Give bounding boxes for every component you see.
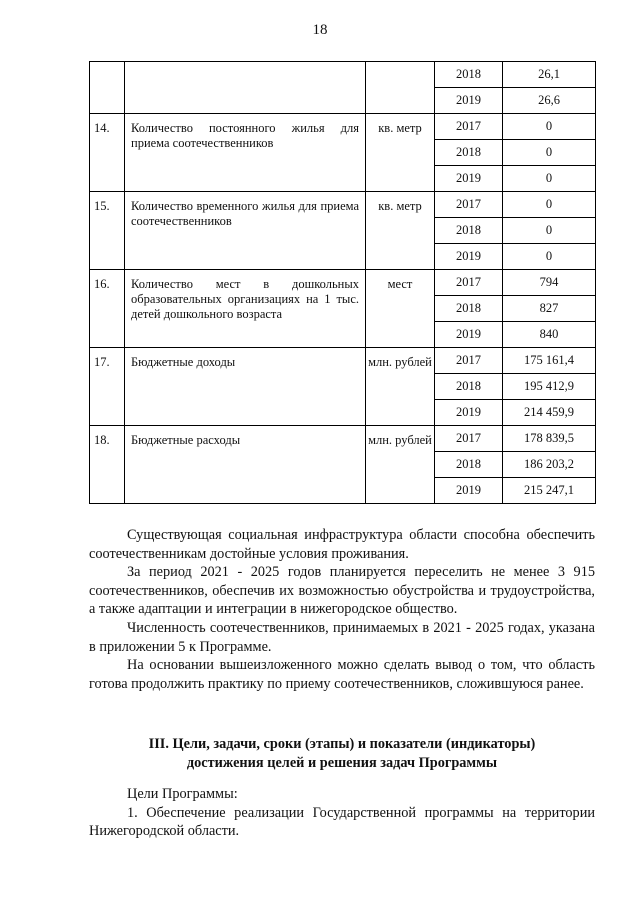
- row-number: 16.: [90, 270, 125, 348]
- value-cell: 827: [503, 296, 596, 322]
- row-number: 15.: [90, 192, 125, 270]
- year-cell: 2019: [435, 244, 503, 270]
- unit-of-measure: мест: [366, 270, 435, 348]
- year-cell: 2018: [435, 218, 503, 244]
- value-cell: 0: [503, 218, 596, 244]
- paragraph: На основании вышеизложенного можно сделать вывод о том, что область готова продолжить практику по приему соотечественников, сложившуюся ранее.: [89, 657, 595, 692]
- year-cell: 2019: [435, 88, 503, 114]
- table-row: [90, 192, 596, 218]
- value-cell: 215 247,1: [503, 478, 596, 504]
- paragraph: Численность соотечественников, принимаемых в 2021 - 2025 годах, указана в приложении 5 к Программе.: [89, 619, 595, 655]
- indicator-name: Количество постоянного жилья для приема соотечественников: [125, 114, 366, 192]
- goal-item: 1. Обеспечение реализации Государственной программы на территории Нижегородской области.: [89, 804, 595, 840]
- year-cell: 2018: [435, 140, 503, 166]
- year-cell: 2019: [435, 478, 503, 504]
- paragraph: За период 2021 - 2025 годов планируется переселить не менее 3 915 соотечественников, обеспечив их возможностью обустройства и трудоустройства, а также адаптации и интеграции в нижегородское общество.: [89, 564, 595, 618]
- value-cell: 0: [503, 192, 596, 218]
- value-cell: 175 161,4: [503, 348, 596, 374]
- indicator-name: Бюджетные доходы: [125, 348, 366, 426]
- indicators-table: [89, 61, 596, 504]
- value-cell: 0: [503, 114, 596, 140]
- value-cell: 840: [503, 322, 596, 348]
- section-heading: [89, 735, 595, 772]
- year-cell: 2018: [435, 296, 503, 322]
- unit-of-measure: кв. метр: [366, 114, 435, 192]
- year-cell: 2017: [435, 426, 503, 452]
- value-cell: 195 412,9: [503, 374, 596, 400]
- value-cell: 0: [503, 244, 596, 270]
- indicator-name: [125, 62, 366, 114]
- goals-section: [89, 785, 595, 841]
- body-text: [89, 526, 595, 693]
- value-cell: 0: [503, 140, 596, 166]
- table-row: [90, 114, 596, 140]
- value-cell: 186 203,2: [503, 452, 596, 478]
- year-cell: 2017: [435, 270, 503, 296]
- indicator-name: Бюджетные расходы: [125, 426, 366, 504]
- indicator-name: Количество мест в дошкольных образовательных организациях на 1 тыс. детей дошкольного возраста: [125, 270, 366, 348]
- row-number: 14.: [90, 114, 125, 192]
- year-cell: 2018: [435, 62, 503, 88]
- value-cell: 26,6: [503, 88, 596, 114]
- unit-of-measure: кв. метр: [366, 192, 435, 270]
- indicator-name: Количество временного жилья для приема соотечественников: [125, 192, 366, 270]
- value-cell: 794: [503, 270, 596, 296]
- section-heading-line-2: достижения целей и решения задач Программы: [186, 754, 498, 771]
- year-cell: 2019: [435, 166, 503, 192]
- unit-of-measure: млн. рублей: [366, 426, 435, 504]
- year-cell: 2017: [435, 192, 503, 218]
- table-row: [90, 348, 596, 374]
- section-heading-line-1: III. Цели, задачи, сроки (этапы) и показатели (индикаторы): [148, 736, 536, 752]
- value-cell: 26,1: [503, 62, 596, 88]
- value-cell: 178 839,5: [503, 426, 596, 452]
- unit-of-measure: [366, 62, 435, 114]
- table-row: [90, 426, 596, 452]
- value-cell: 0: [503, 166, 596, 192]
- table-row: [90, 270, 596, 296]
- row-number: 17.: [90, 348, 125, 426]
- year-cell: 2019: [435, 322, 503, 348]
- row-number: [90, 62, 125, 114]
- year-cell: 2017: [435, 114, 503, 140]
- unit-of-measure: млн. рублей: [366, 348, 435, 426]
- year-cell: 2018: [435, 374, 503, 400]
- page-number: 18: [312, 22, 328, 38]
- paragraph: Существующая социальная инфраструктура области способна обеспечить соотечественникам достойные условия проживания.: [89, 527, 595, 562]
- value-cell: 214 459,9: [503, 400, 596, 426]
- table-row: [90, 62, 596, 88]
- year-cell: 2019: [435, 400, 503, 426]
- row-number: 18.: [90, 426, 125, 504]
- goals-label: Цели Программы:: [127, 786, 238, 802]
- year-cell: 2018: [435, 452, 503, 478]
- year-cell: 2017: [435, 348, 503, 374]
